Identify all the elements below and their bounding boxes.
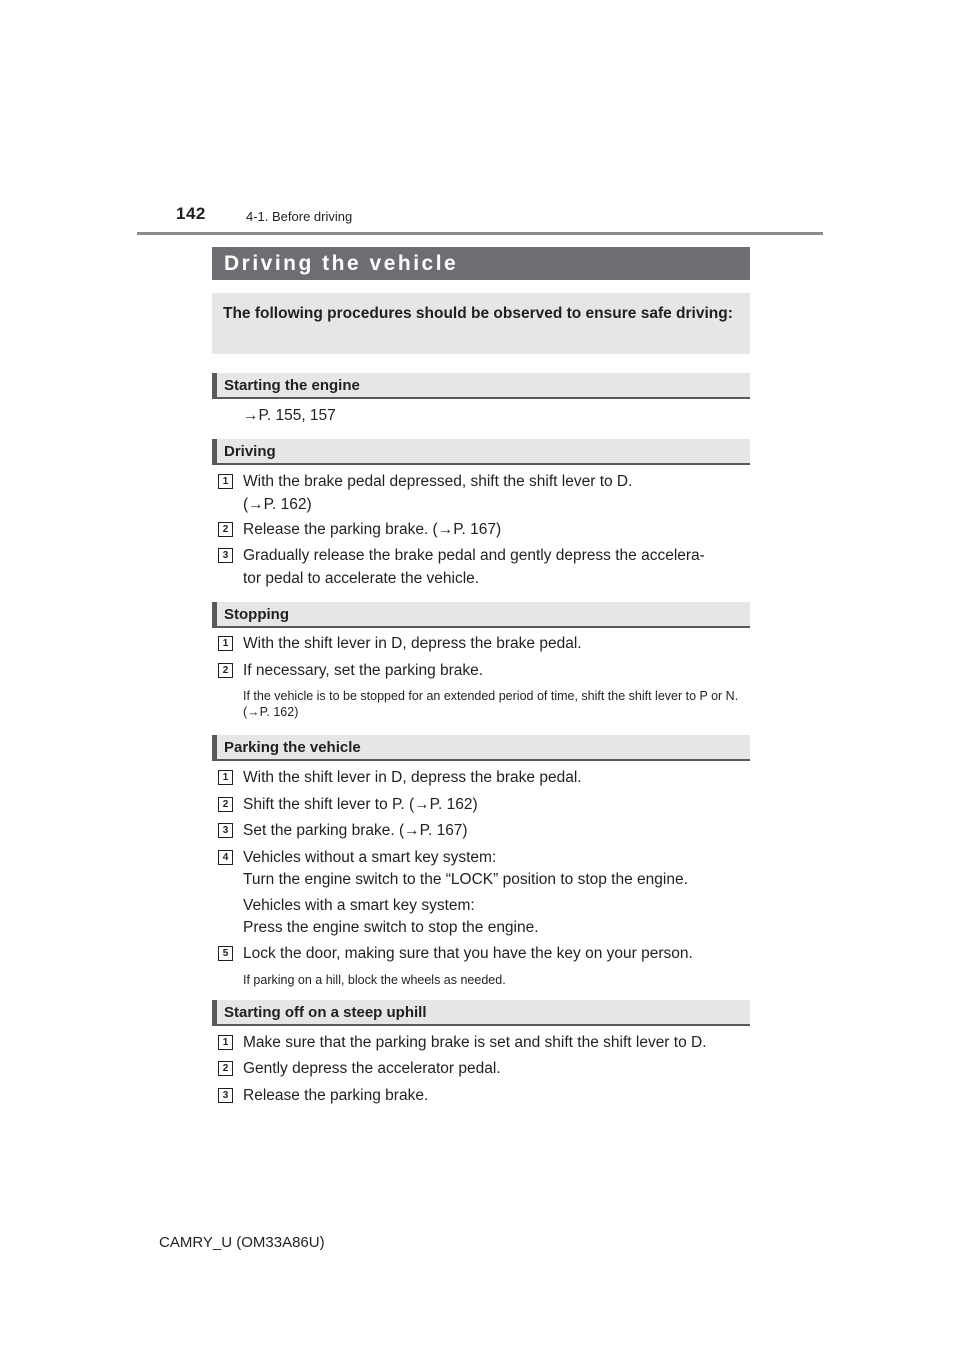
step-text: Gently depress the accelerator pedal. xyxy=(243,1060,501,1077)
step-number-badge: 1 xyxy=(218,1035,233,1050)
section-title: Starting off on a steep uphill xyxy=(224,1004,427,1021)
page-number: 142 xyxy=(176,204,206,223)
step-text: Release the parking brake. xyxy=(243,1087,429,1104)
step-text-continued: Press the engine switch to stop the engine. xyxy=(243,919,539,936)
step-text: Release the parking brake. (→P. 167) xyxy=(243,521,502,538)
section-heading-driving xyxy=(212,439,750,465)
section-title: Starting the engine xyxy=(224,377,360,394)
step-text-continued: Turn the engine switch to the “LOCK” position to stop the engine. xyxy=(243,871,688,888)
engine-start-reference: →P. 155, 157 xyxy=(243,407,336,424)
step-text: Gradually release the brake pedal and gently depress the accelera- xyxy=(243,547,705,564)
section-label: 4-1. Before driving xyxy=(246,209,353,224)
step-text: With the shift lever in D, depress the brake pedal. xyxy=(243,635,582,652)
parking-note: If parking on a hill, block the wheels as needed. xyxy=(243,973,506,987)
section-heading-stopping xyxy=(212,602,750,628)
section-heading-parking xyxy=(212,735,750,761)
step-text: If necessary, set the parking brake. xyxy=(243,662,484,679)
step-text: Set the parking brake. (→P. 167) xyxy=(243,822,468,839)
section-heading-starting-engine xyxy=(212,373,750,399)
intro-text: The following procedures should be observed to ensure safe driving: xyxy=(223,305,733,322)
section-title: Stopping xyxy=(224,606,289,623)
step-text: Shift the shift lever to P. (→P. 162) xyxy=(243,796,478,813)
step-number-badge: 3 xyxy=(218,548,233,563)
footer-model-code: CAMRY_U (OM33A86U) xyxy=(159,1234,325,1251)
stopping-note: If the vehicle is to be stopped for an extended period of time, shift the shift lever to P or N. (→P. 162) xyxy=(243,689,739,719)
section-title: Parking the vehicle xyxy=(224,739,361,756)
step-text-continued: (→P. 162) xyxy=(243,496,312,513)
page-title: Driving the vehicle xyxy=(224,252,459,275)
step-text: Lock the door, making sure that you have the key on your person. xyxy=(243,945,693,962)
intro-box xyxy=(212,293,750,354)
step-number-badge: 1 xyxy=(218,474,233,489)
step-text: Make sure that the parking brake is set and shift the shift lever to D. xyxy=(243,1034,707,1051)
step-number-badge: 2 xyxy=(218,522,233,537)
header-rule xyxy=(137,232,823,235)
step-number-badge: 1 xyxy=(218,770,233,785)
step-number-badge: 1 xyxy=(218,636,233,651)
step-text-continued: tor pedal to accelerate the vehicle. xyxy=(243,570,480,587)
step-text: With the shift lever in D, depress the brake pedal. xyxy=(243,769,582,786)
step-text: Vehicles without a smart key system: xyxy=(243,849,497,866)
step-number-badge: 4 xyxy=(218,850,233,865)
section-title: Driving xyxy=(224,443,276,460)
step-number-badge: 3 xyxy=(218,823,233,838)
title-bar xyxy=(212,247,750,280)
section-heading-uphill xyxy=(212,1000,750,1026)
step-number-badge: 3 xyxy=(218,1088,233,1103)
step-number-badge: 2 xyxy=(218,663,233,678)
step-number-badge: 5 xyxy=(218,946,233,961)
step-number-badge: 2 xyxy=(218,1061,233,1076)
step-text: With the brake pedal depressed, shift the shift lever to D. xyxy=(243,473,633,490)
step-number-badge: 2 xyxy=(218,797,233,812)
step-text-continued: Vehicles with a smart key system: xyxy=(243,897,475,914)
